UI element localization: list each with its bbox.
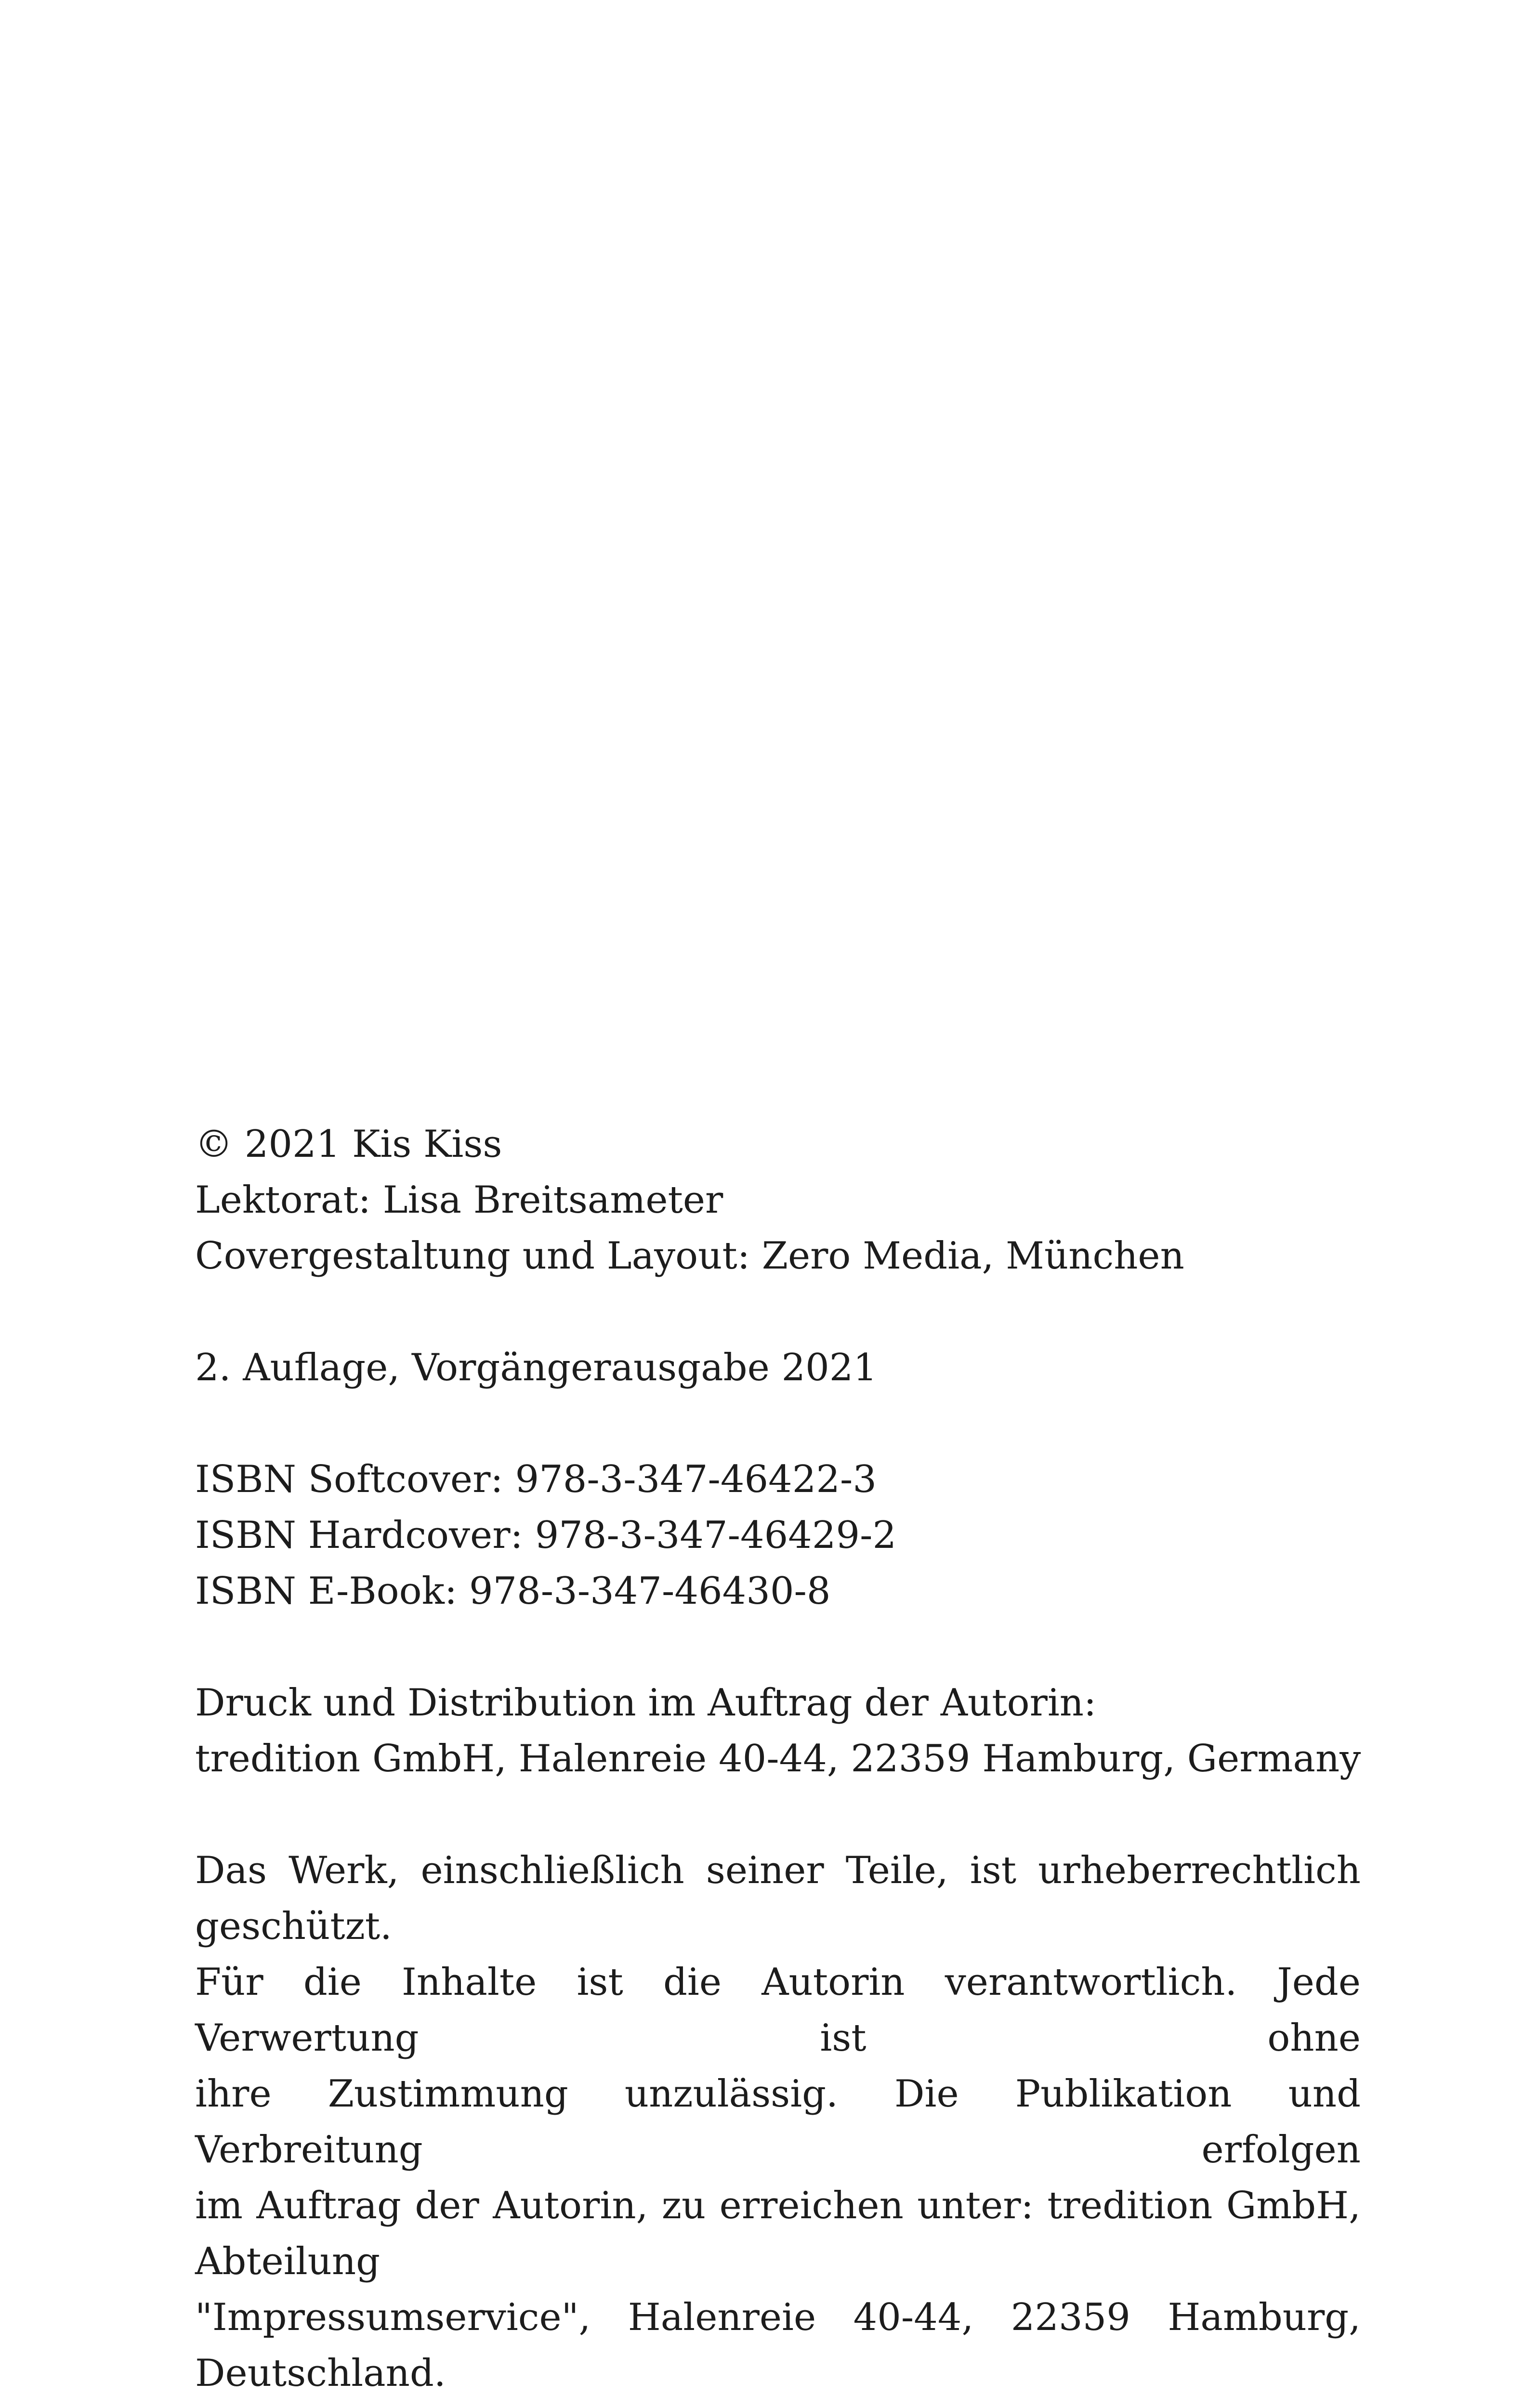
- editing-credit: Lektorat: Lisa Breitsameter: [195, 1178, 723, 1222]
- edition-section: [195, 1340, 1361, 1396]
- copyright-line: © 2021 Kis Kiss: [195, 1123, 502, 1166]
- notice-line-5: "Impressumservice", Halenreie 40-44, 22359 Hamburg, Deutschland.: [195, 2296, 1361, 2395]
- distribution-line-1: Druck und Distribution im Auftrag der Autorin:: [195, 1681, 1097, 1725]
- copyright-notice-section: [195, 1843, 1361, 2401]
- imprint-block: [195, 1116, 1361, 2401]
- cover-credit: Covergestaltung und Layout: Zero Media, München: [195, 1234, 1184, 1278]
- isbn-softcover: ISBN Softcover: 978-3-347-46422-3: [195, 1458, 877, 1501]
- credits-section: [195, 1116, 1361, 1284]
- isbn-section: [195, 1452, 1361, 1619]
- notice-line-1: Das Werk, einschließlich seiner Teile, ist urheberrechtlich geschützt.: [195, 1849, 1361, 1948]
- spacer: [195, 1284, 1361, 1340]
- spacer: [195, 1787, 1361, 1843]
- distribution-section: [195, 1675, 1361, 1787]
- notice-line-4: im Auftrag der Autorin, zu erreichen unter: tredition GmbH, Abteilung: [195, 2184, 1361, 2283]
- distribution-line-2: tredition GmbH, Halenreie 40-44, 22359 Hamburg, Germany: [195, 1737, 1361, 1780]
- isbn-hardcover: ISBN Hardcover: 978-3-347-46429-2: [195, 1514, 897, 1557]
- spacer: [195, 1396, 1361, 1452]
- spacer: [195, 1619, 1361, 1675]
- notice-line-3: ihre Zustimmung unzulässig. Die Publikation und Verbreitung erfolgen: [195, 2072, 1361, 2172]
- isbn-ebook: ISBN E-Book: 978-3-347-46430-8: [195, 1570, 831, 1613]
- edition-line: 2. Auflage, Vorgängerausgabe 2021: [195, 1346, 878, 1389]
- notice-line-2: Für die Inhalte ist die Autorin verantwortlich. Jede Verwertung ist ohne: [195, 1961, 1361, 2060]
